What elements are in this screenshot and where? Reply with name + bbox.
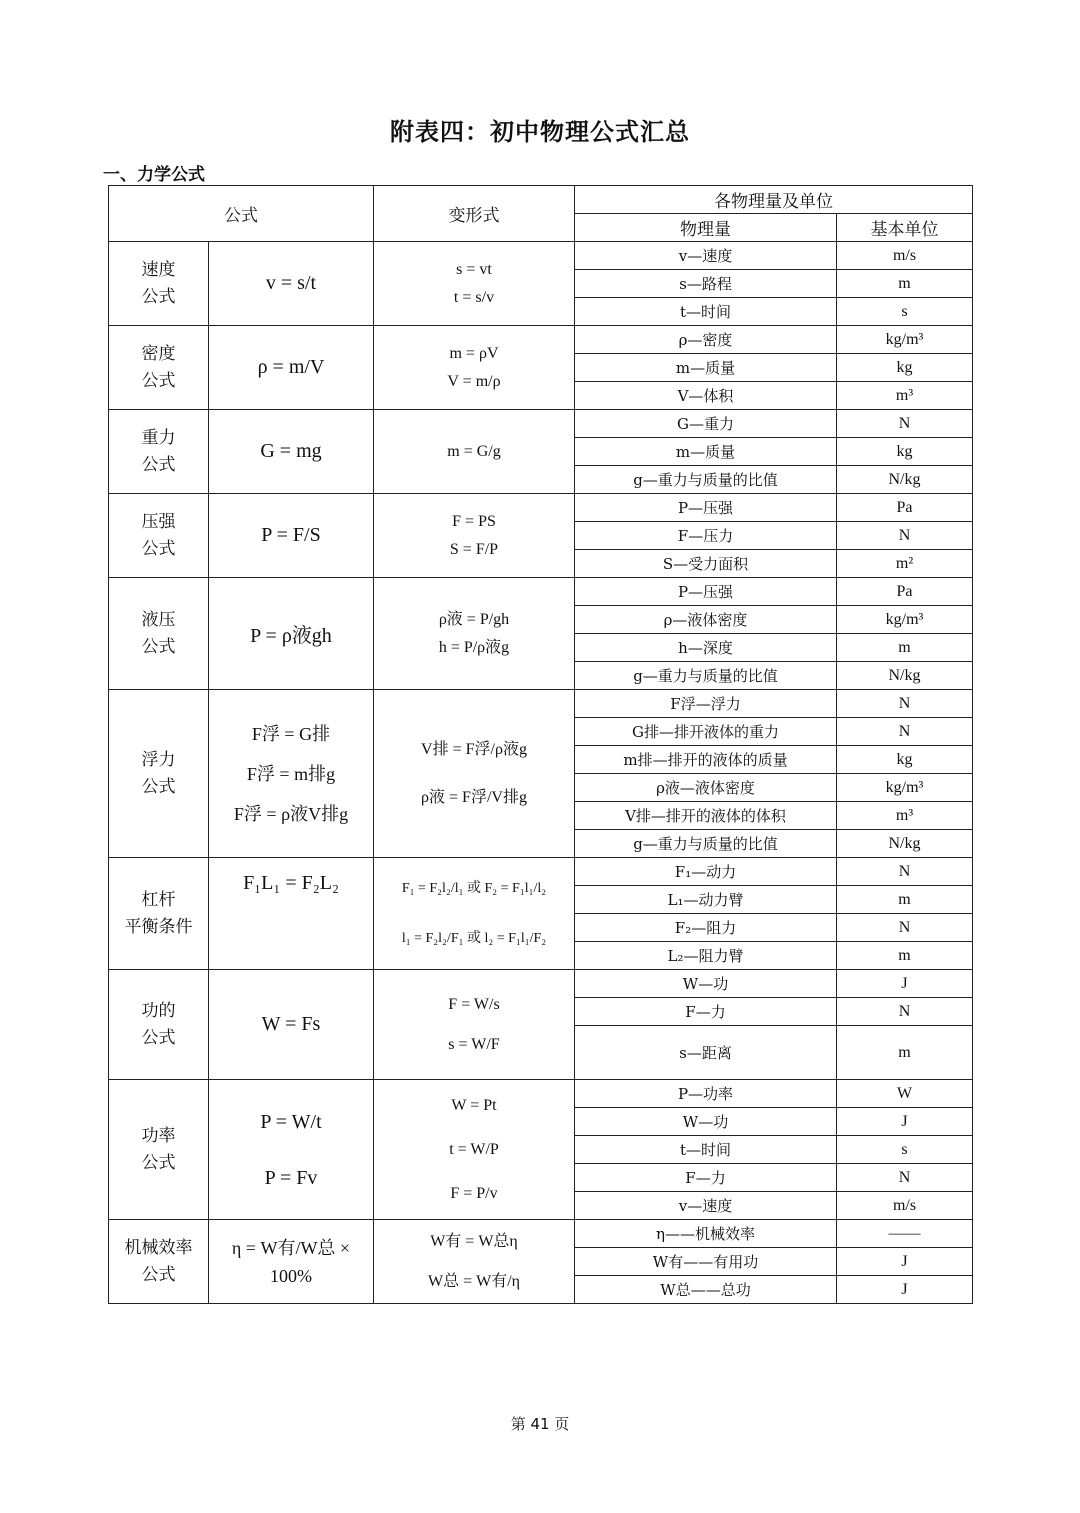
group-label (109, 257, 208, 311)
variant-formulas (374, 970, 575, 1080)
variant-line: W总 = W有/η (427, 1272, 521, 1290)
quantity-cell: F—压力 (575, 522, 837, 550)
unit-cell: N (837, 858, 973, 886)
quantity-cell: t—时间 (575, 298, 837, 326)
group-label (109, 607, 208, 661)
quantity-cell: L₂—阻力臂 (575, 942, 837, 970)
main-formula (209, 690, 374, 858)
unit-cell: m² (837, 550, 973, 578)
page-title: 附表四：初中物理公式汇总 (390, 118, 690, 146)
variant-formulas (374, 578, 575, 690)
unit-cell: kg (837, 438, 973, 466)
group-label (109, 425, 208, 479)
unit-cell: N (837, 690, 973, 718)
quantity-cell: F₁—动力 (575, 858, 837, 886)
group-label (109, 1123, 208, 1177)
variant-line: m = G/g (447, 442, 501, 460)
unit-cell: s (837, 1136, 973, 1164)
formula-subline: F浮 = m排g (246, 763, 336, 784)
unit-cell: kg/m³ (837, 606, 973, 634)
group-label-line: 功的 (141, 1000, 176, 1021)
variant-formulas (374, 858, 575, 970)
unit-cell: N/kg (837, 830, 973, 858)
unit-cell: m³ (837, 382, 973, 410)
variant-formulas (374, 410, 575, 494)
group-label-line: 公式 (141, 1027, 176, 1048)
group-label-line: 功率 (141, 1125, 176, 1146)
group-label-line: 公式 (141, 1152, 176, 1173)
variant-line: S = F/P (449, 540, 499, 558)
formula-line: P = F/S (261, 524, 321, 546)
mechanics-formula-table (108, 185, 973, 1304)
unit-cell: m/s (837, 1192, 973, 1220)
quantity-cell: F—力 (575, 998, 837, 1026)
formula-line: ρ = m/V (257, 356, 325, 378)
unit-cell: Pa (837, 494, 973, 522)
main-formula (209, 242, 374, 326)
quantity-cell: ρ—液体密度 (575, 606, 837, 634)
variant-line: s = W/F (448, 1035, 500, 1053)
group-label-line: 公式 (141, 286, 176, 307)
main-formula (209, 1080, 374, 1220)
group-name (109, 690, 209, 858)
formula-subline: P = Fv (264, 1166, 318, 1189)
group-label-line: 速度 (141, 259, 176, 280)
formula-line: v = s/t (265, 272, 317, 294)
unit-cell: m (837, 1026, 973, 1080)
unit-cell: m (837, 270, 973, 298)
formula-subline: P = W/t (260, 1110, 322, 1133)
unit-cell: m (837, 634, 973, 662)
variant-formulas (374, 242, 575, 326)
group-name (109, 410, 209, 494)
variant-line: V = m/ρ (447, 372, 501, 390)
variant-line: l₁ = F₂l₂/F₁ 或 l₂ = F₁l₁/F₂ (401, 930, 547, 946)
unit-cell: kg (837, 746, 973, 774)
group-label-line: 压强 (141, 511, 176, 532)
unit-cell: kg/m³ (837, 774, 973, 802)
quantity-cell: P—功率 (575, 1080, 837, 1108)
group-name (109, 1080, 209, 1220)
formula-line: F₁L₁ = F₂L₂ (243, 872, 339, 894)
formula-line (209, 714, 373, 834)
group-label (109, 747, 208, 801)
quantity-cell: P—压强 (575, 578, 837, 606)
unit-cell: m³ (837, 802, 973, 830)
variant-line: W有 = W总η (430, 1232, 518, 1250)
main-formula (209, 578, 374, 690)
unit-cell: N/kg (837, 466, 973, 494)
unit-cell: N (837, 914, 973, 942)
variant-line: F₁ = F₂l₂/l₁ 或 F₂ = F₁l₁/l₂ (401, 880, 547, 896)
group-label-line: 公式 (141, 1264, 176, 1285)
group-label-line: 公式 (141, 538, 176, 559)
quantity-cell: W有——有用功 (575, 1248, 837, 1276)
variant-formulas (374, 494, 575, 578)
unit-cell: W (837, 1080, 973, 1108)
variant-formulas (374, 326, 575, 410)
main-formula (209, 494, 374, 578)
quantity-cell: V—体积 (575, 382, 837, 410)
unit-cell: Pa (837, 578, 973, 606)
quantity-cell: s—距离 (575, 1026, 837, 1080)
group-label-line: 浮力 (141, 749, 176, 770)
group-label-line: 密度 (141, 343, 176, 364)
unit-cell: —— (837, 1220, 973, 1248)
header-variant: 变形式 (374, 186, 575, 242)
variant-formulas (374, 1220, 575, 1304)
main-formula (209, 858, 374, 970)
main-formula (209, 1220, 374, 1304)
variant-line: F = PS (452, 512, 496, 530)
header-quantities-group: 各物理量及单位 (575, 186, 973, 214)
variant-line: ρ液 = F浮/V排g (421, 788, 527, 806)
unit-cell: s (837, 298, 973, 326)
quantity-cell: S—受力面积 (575, 550, 837, 578)
formula-subline: F浮 = ρ液V排g (233, 803, 349, 824)
unit-cell: m (837, 942, 973, 970)
section-heading: 一、力学公式 (103, 165, 205, 185)
variant-line: W = Pt (451, 1096, 497, 1114)
formula-line: P = ρ液gh (250, 625, 332, 647)
quantity-cell: s—路程 (575, 270, 837, 298)
variant-line: t = W/P (449, 1140, 499, 1158)
quantity-cell: η——机械效率 (575, 1220, 837, 1248)
main-formula (209, 970, 374, 1080)
unit-cell: J (837, 1276, 973, 1304)
main-formula (209, 326, 374, 410)
group-name (109, 1220, 209, 1304)
group-label-line: 公式 (141, 454, 176, 475)
formula-line (209, 1094, 373, 1206)
group-label-line: 机械效率 (124, 1237, 193, 1258)
variant-line: m = ρV (449, 344, 499, 362)
quantity-cell: g—重力与质量的比值 (575, 830, 837, 858)
unit-cell: J (837, 1108, 973, 1136)
variant-formulas (374, 1080, 575, 1220)
variant-line: s = vt (456, 260, 492, 278)
unit-cell: N (837, 718, 973, 746)
group-label (109, 509, 208, 563)
group-name (109, 970, 209, 1080)
variant-line: t = s/v (453, 288, 495, 306)
quantity-cell: m—质量 (575, 438, 837, 466)
quantity-cell: h—深度 (575, 634, 837, 662)
quantity-cell: g—重力与质量的比值 (575, 662, 837, 690)
group-label (109, 887, 208, 941)
group-label-line: 公式 (141, 370, 176, 391)
formula-line: W = Fs (261, 1013, 321, 1035)
header-quantity: 物理量 (575, 214, 837, 242)
unit-cell: N (837, 998, 973, 1026)
group-name (109, 242, 209, 326)
unit-cell: J (837, 1248, 973, 1276)
group-name (109, 858, 209, 970)
unit-cell: J (837, 970, 973, 998)
quantity-cell: ρ—密度 (575, 326, 837, 354)
quantity-cell: m排—排开的液体的质量 (575, 746, 837, 774)
header-unit: 基本单位 (837, 214, 973, 242)
formula-subline: F浮 = G排 (251, 723, 331, 744)
group-label-line: 重力 (141, 427, 176, 448)
variant-line: ρ液 = P/gh (438, 610, 510, 628)
quantity-cell: m—质量 (575, 354, 837, 382)
formula-line: G = mg (260, 440, 322, 462)
group-name (109, 578, 209, 690)
group-label (109, 341, 208, 395)
variant-formulas (374, 690, 575, 858)
quantity-cell: v—速度 (575, 242, 837, 270)
main-formula (209, 410, 374, 494)
group-label-line: 杠杆 (141, 889, 176, 910)
quantity-cell: P—压强 (575, 494, 837, 522)
group-label (109, 1235, 208, 1289)
group-label-line: 公式 (141, 776, 176, 797)
quantity-cell: W—功 (575, 970, 837, 998)
unit-cell: kg/m³ (837, 326, 973, 354)
unit-cell: N/kg (837, 662, 973, 690)
quantity-cell: F₂—阻力 (575, 914, 837, 942)
unit-cell: kg (837, 354, 973, 382)
unit-cell: m/s (837, 242, 973, 270)
unit-cell: m (837, 886, 973, 914)
quantity-cell: W总——总功 (575, 1276, 837, 1304)
unit-cell: N (837, 1164, 973, 1192)
quantity-cell: G—重力 (575, 410, 837, 438)
quantity-cell: F—力 (575, 1164, 837, 1192)
formula-line: η = W有/W总 × 100% (231, 1237, 351, 1286)
quantity-cell: W—功 (575, 1108, 837, 1136)
quantity-cell: F浮—浮力 (575, 690, 837, 718)
group-name (109, 326, 209, 410)
quantity-cell: t—时间 (575, 1136, 837, 1164)
group-label (109, 998, 208, 1052)
unit-cell: N (837, 410, 973, 438)
group-label-line: 公式 (141, 636, 176, 657)
variant-line: V排 = F浮/ρ液g (421, 740, 527, 758)
group-label-line: 液压 (141, 609, 176, 630)
header-formula: 公式 (109, 186, 374, 242)
quantity-cell: L₁—动力臂 (575, 886, 837, 914)
unit-cell: N (837, 522, 973, 550)
group-name (109, 494, 209, 578)
quantity-cell: g—重力与质量的比值 (575, 466, 837, 494)
quantity-cell: ρ液—液体密度 (575, 774, 837, 802)
group-label-line: 平衡条件 (124, 916, 193, 937)
page-number: 第 41 页 (510, 1415, 570, 1433)
variant-line: F = W/s (448, 995, 500, 1013)
quantity-cell: V排—排开的液体的体积 (575, 802, 837, 830)
variant-line: F = P/v (450, 1184, 498, 1202)
variant-line: h = P/ρ液g (438, 638, 510, 656)
quantity-cell: G排—排开液体的重力 (575, 718, 837, 746)
quantity-cell: v—速度 (575, 1192, 837, 1220)
